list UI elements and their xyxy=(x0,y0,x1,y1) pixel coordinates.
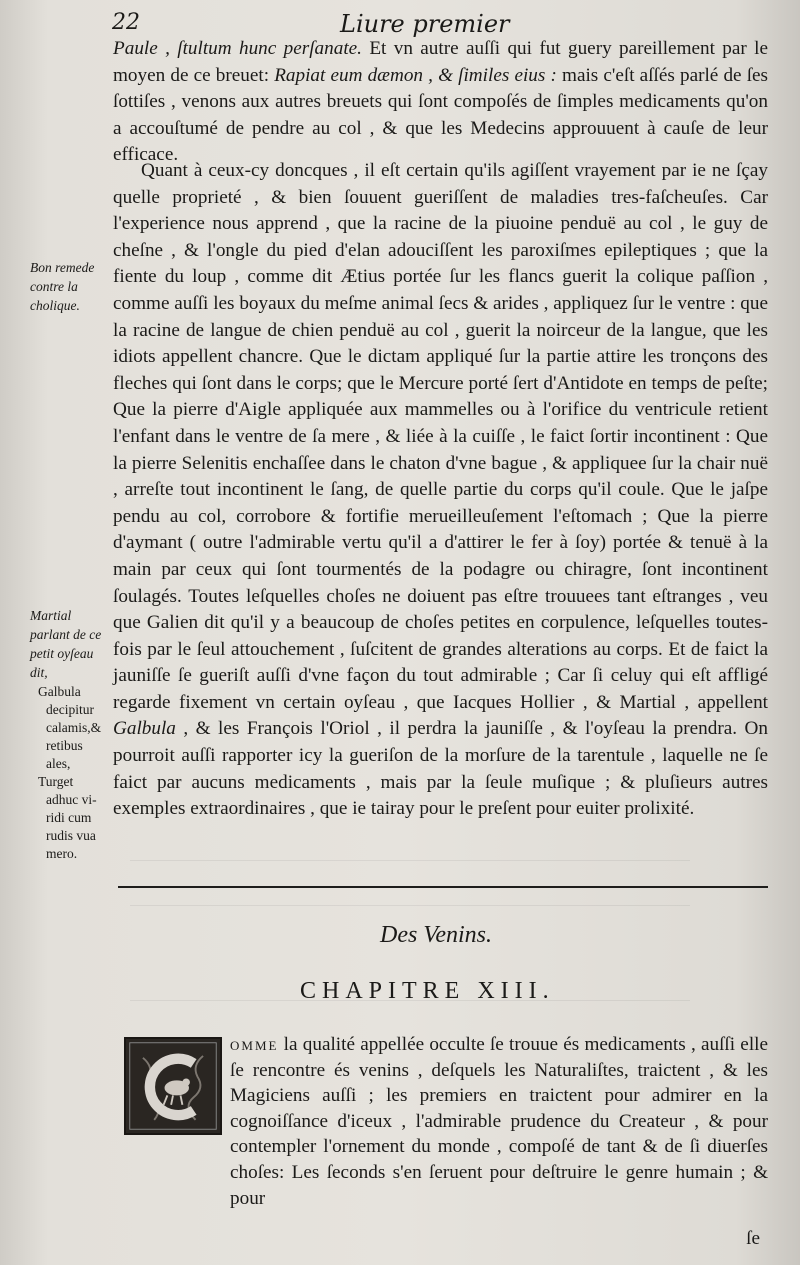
p2-text-a: Quant à ceux-cy doncques , il eſt certain qu'ils agiſſent vrayement par ie ne ſçay quelle proprieté , & bien ſouuent gueriſſent de maladies tres-faſcheuſes. Car l'experience nous apprend , que la racine de la piuoine penduë au col , le guy de cheſne , & l'ongle du pied d'elan adouciſſent les paroxiſmes epileptiques ; que la fiente du loup , comme dit Ætius portée ſur les flancs guerit la colique paſſion , comme auſſi les boyaux du meſme animal ſecs & arides , appliquez ſur le ventre : que la racine de langue de chien penduë au col , guerit la noirceur de la langue, que les idiots appellent chancre. Que le dictam appliqué ſur la partie attire les tronçons des fleches qui ſont dans le corps; que le Mercure porté ſert d'Antidote en temps de peſte; Que la pierre d'Aigle appliquée aux mammelles ou à l'orifice du ventricule retient l'enfant dans le ventre de ſa mere , & liée à la cuiſſe , le faict ſortir incontinent : Que la pierre Selenitis enchaſſee dans le chaton d'vne bague , & appliquee ſur la chair nuë , arreſte tout incontinent le ſang, de quelle partie du corps qu'il coule. Que le jaſpe pendu au col, corrobore & fortifie merueilleuſement l'eſtomach ; Que la pierre d'aymant ( outre l'admirable vertu qu'il a d'attirer le fer à ſoy) portée & tenuë à la main par ceux qui ſont tourmentés de la podagre ou chiragre, ſont incontinent ſoulagés. Toutes leſquelles choſes ne doiuent pas eſtre trouuees tant eſtranges , veu que Galien dit qu'il y a beaucoup de choſes petites en corpulence, leſquelles toutes-fois par le ſeul attouchement , ſuſcitent de grandes alterations au corps. Et de faict la jauniſſe ſe gueriſt auſſi d'vne façon du tout admirable ; Car ſi celuy qui eſt affligé regarde fixement vn certain oyſeau , que Iacques Hollier , & Martial , appellent xyxy=(113,160,768,713)
p1-text-b: mais c'eſt aſſés parlé de ſes ſottiſes , venons aux autres breuets qui ſont compoſés de ſimples medicaments qu'on a accouſtumé de pendre au col , & que les Medecins approuuent à cauſe de leur efficace. xyxy=(113,64,769,166)
margin-note-colique: Bon remede contre la cholique. xyxy=(30,260,95,313)
running-title: Liure premier xyxy=(340,10,510,38)
latin-line: ales, xyxy=(46,756,71,771)
chapter-title: CHAPITRE XIII. xyxy=(300,978,555,1004)
bleed-through-line xyxy=(130,860,690,861)
chapter-smallcaps-lead: omme xyxy=(230,1034,279,1055)
p1-italic-lead: Paule , ſtultum hunc perſanate. xyxy=(113,38,362,59)
p2-text-b: , & les François l'Oriol , il perdra la jauniſſe , & l'oyſeau la prendra. On pourroit auſſi rapporter icy la gueriſon de la morſure de la tarentule , laquelle ne ſe faict par aucuns medicaments , mais par la ſeule muſique ; & pluſieurs autres exemples extraordinaires , que ie tairay pour le preſent pour euiter prolixité. xyxy=(113,718,768,820)
chapter-paragraph xyxy=(230,1032,768,1211)
page-header xyxy=(108,6,770,36)
dropcap-initial-c xyxy=(124,1037,222,1135)
latin-line: mero. xyxy=(46,846,78,861)
p2-italic-galbula: Galbula xyxy=(113,718,176,740)
p1-text-a: Et vn autre auſſi qui fut guery pareillement par le moyen de ce breuet: xyxy=(113,38,768,86)
latin-line: Turget xyxy=(38,774,74,789)
chapter-text-a: la qualité appellée occulte ſe trouue és medicaments , auſſi elle ſe rencontre és venins , deſquels les Naturaliſtes, traictent , & les Magiciens auſſi ; les premiers en traictent pour admirer en la cognoiſſance d'iceux , l'admirable prudence du Createur , & pour contempler l'ornement du monde , compoſé de tant & de ſi diuerſes choſes: Les ſeconds s'en ſeruent pour deſtruire le genre humain ; & pour xyxy=(230,1034,768,1209)
p1-italic-mid: Rapiat eum dæmon , & ſimiles eius : xyxy=(274,64,557,86)
section-heading: Des Venins. xyxy=(380,922,492,948)
latin-line: adhuc vi- xyxy=(46,792,97,807)
paragraph-2 xyxy=(113,158,768,823)
paragraph-1 xyxy=(113,36,768,169)
latin-line: Galbula xyxy=(38,684,81,699)
latin-line: retibus xyxy=(46,738,83,753)
bleed-through-line xyxy=(130,905,690,906)
latin-line: rudis vua xyxy=(46,828,96,843)
latin-line: calamis,& xyxy=(46,720,102,735)
page-number: 22 xyxy=(112,10,140,35)
latin-line: decipitur xyxy=(46,702,94,717)
latin-line: ridi cum xyxy=(46,810,92,825)
section-rule xyxy=(118,886,768,888)
margin-note-martial: Martial parlant de ce petit oyſeau dit, xyxy=(30,608,102,680)
ornament-letter-c-icon xyxy=(126,1039,220,1133)
catchword: ſe xyxy=(746,1228,760,1249)
margin-latin-verse xyxy=(38,683,112,863)
